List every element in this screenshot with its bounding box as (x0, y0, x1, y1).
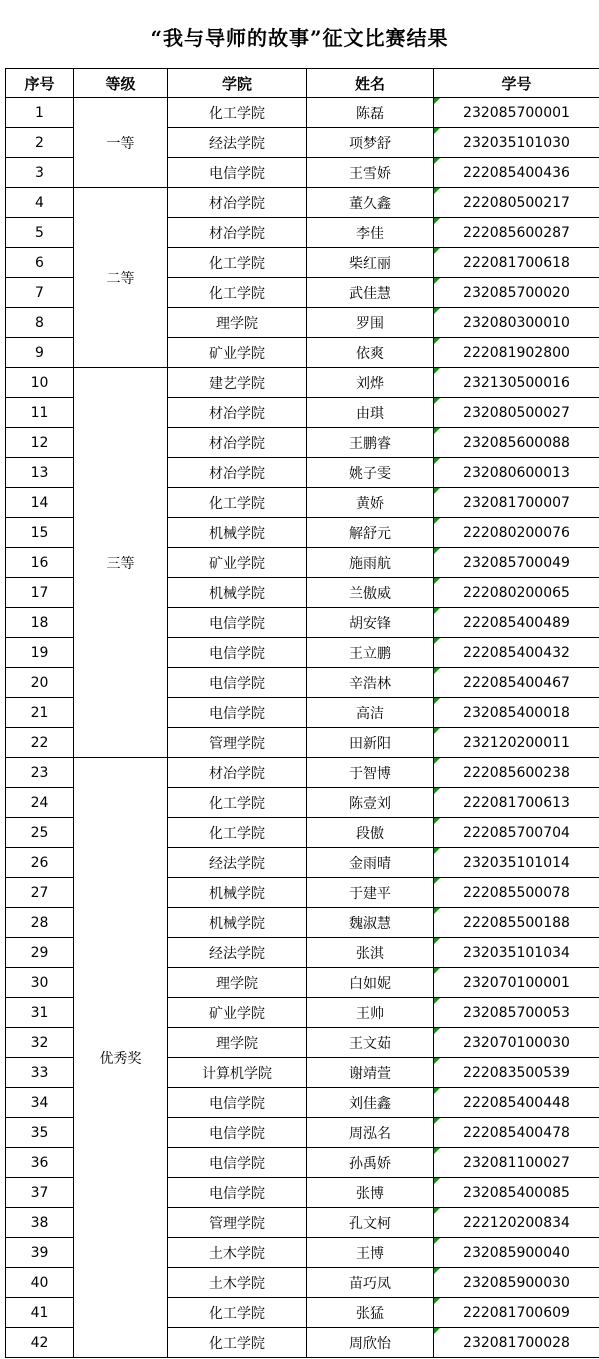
college-cell: 机械学院 (168, 878, 307, 908)
row-index: 13 (6, 458, 74, 488)
student-id: 232130500016 (434, 368, 599, 398)
student-id: 222085500078 (434, 878, 599, 908)
row-index: 35 (6, 1118, 74, 1148)
student-id: 222085400489 (434, 608, 599, 638)
college-cell: 土木学院 (168, 1268, 307, 1298)
student-id: 232035101014 (434, 848, 599, 878)
student-name: 谢靖萱 (307, 1058, 434, 1088)
college-cell: 材冶学院 (168, 458, 307, 488)
college-cell: 电信学院 (168, 1088, 307, 1118)
table-header (6, 69, 599, 98)
college-cell: 材冶学院 (168, 188, 307, 218)
award-level: 一等 (74, 98, 168, 188)
page-title: “我与导师的故事”征文比赛结果 (150, 26, 449, 50)
student-id: 232081700007 (434, 488, 599, 518)
student-id: 232085400018 (434, 698, 599, 728)
student-id: 222085400436 (434, 158, 599, 188)
student-id: 222081700609 (434, 1298, 599, 1328)
student-id: 222080500217 (434, 188, 599, 218)
row-index: 22 (6, 728, 74, 758)
row-index: 29 (6, 938, 74, 968)
student-name: 王文茹 (307, 1028, 434, 1058)
college-cell: 电信学院 (168, 698, 307, 728)
award-level: 优秀奖 (74, 758, 168, 1358)
college-cell: 机械学院 (168, 518, 307, 548)
header-row (6, 69, 599, 98)
student-name: 董久鑫 (307, 188, 434, 218)
college-cell: 管理学院 (168, 1208, 307, 1238)
results-table (5, 68, 599, 1358)
row-index: 31 (6, 998, 74, 1028)
row-index: 42 (6, 1328, 74, 1358)
college-cell: 经法学院 (168, 848, 307, 878)
student-name: 柴红丽 (307, 248, 434, 278)
student-name: 罗围 (307, 308, 434, 338)
row-index: 34 (6, 1088, 74, 1118)
student-id: 222085600238 (434, 758, 599, 788)
row-index: 17 (6, 578, 74, 608)
student-id: 222081700618 (434, 248, 599, 278)
row-index: 27 (6, 878, 74, 908)
row-index: 4 (6, 188, 74, 218)
row-index: 11 (6, 398, 74, 428)
college-cell: 理学院 (168, 968, 307, 998)
student-name: 田新阳 (307, 728, 434, 758)
row-index: 39 (6, 1238, 74, 1268)
row-index: 36 (6, 1148, 74, 1178)
student-name: 王帅 (307, 998, 434, 1028)
table-row (6, 368, 599, 398)
student-id: 222120200834 (434, 1208, 599, 1238)
student-name: 苗巧凤 (307, 1268, 434, 1298)
header-index: 序号 (6, 69, 74, 98)
row-index: 32 (6, 1028, 74, 1058)
student-name: 周欣怡 (307, 1328, 434, 1358)
college-cell: 化工学院 (168, 488, 307, 518)
header-name: 姓名 (307, 69, 434, 98)
student-id: 232085900040 (434, 1238, 599, 1268)
student-name: 依爽 (307, 338, 434, 368)
college-cell: 土木学院 (168, 1238, 307, 1268)
row-index: 19 (6, 638, 74, 668)
student-name: 胡安锋 (307, 608, 434, 638)
college-cell: 化工学院 (168, 278, 307, 308)
college-cell: 化工学院 (168, 248, 307, 278)
row-index: 6 (6, 248, 74, 278)
student-id: 232085700001 (434, 98, 599, 128)
college-cell: 化工学院 (168, 98, 307, 128)
college-cell: 化工学院 (168, 818, 307, 848)
college-cell: 化工学院 (168, 1298, 307, 1328)
student-name: 于智博 (307, 758, 434, 788)
row-index: 41 (6, 1298, 74, 1328)
table-row (6, 98, 599, 128)
header-student-id: 学号 (434, 69, 599, 98)
student-id: 232080600013 (434, 458, 599, 488)
student-name: 魏淑慧 (307, 908, 434, 938)
student-name: 王鹏睿 (307, 428, 434, 458)
header-level: 等级 (74, 69, 168, 98)
table-body (6, 98, 599, 1358)
student-name: 周泓名 (307, 1118, 434, 1148)
student-id: 222085600287 (434, 218, 599, 248)
table-row (6, 758, 599, 788)
student-name: 金雨晴 (307, 848, 434, 878)
row-index: 15 (6, 518, 74, 548)
row-index: 7 (6, 278, 74, 308)
college-cell: 矿业学院 (168, 548, 307, 578)
student-id: 232085400085 (434, 1178, 599, 1208)
student-id: 222085400478 (434, 1118, 599, 1148)
student-name: 张博 (307, 1178, 434, 1208)
student-name: 陈磊 (307, 98, 434, 128)
student-id: 232070100030 (434, 1028, 599, 1058)
college-cell: 建艺学院 (168, 368, 307, 398)
college-cell: 电信学院 (168, 1178, 307, 1208)
college-cell: 机械学院 (168, 578, 307, 608)
college-cell: 理学院 (168, 308, 307, 338)
student-id: 232080500027 (434, 398, 599, 428)
award-level: 二等 (74, 188, 168, 368)
college-cell: 材冶学院 (168, 758, 307, 788)
row-index: 40 (6, 1268, 74, 1298)
student-name: 兰傲威 (307, 578, 434, 608)
row-index: 28 (6, 908, 74, 938)
student-name: 由琪 (307, 398, 434, 428)
college-cell: 电信学院 (168, 158, 307, 188)
college-cell: 化工学院 (168, 1328, 307, 1358)
student-id: 232035101030 (434, 128, 599, 158)
college-cell: 材冶学院 (168, 218, 307, 248)
student-id: 222085700704 (434, 818, 599, 848)
student-id: 232085700049 (434, 548, 599, 578)
row-index: 5 (6, 218, 74, 248)
student-name: 王雪娇 (307, 158, 434, 188)
row-index: 30 (6, 968, 74, 998)
student-id: 222085500188 (434, 908, 599, 938)
student-name: 陈壹刘 (307, 788, 434, 818)
student-name: 于建平 (307, 878, 434, 908)
student-id: 222080200065 (434, 578, 599, 608)
student-id: 222080200076 (434, 518, 599, 548)
student-name: 辛浩林 (307, 668, 434, 698)
student-id: 232081100027 (434, 1148, 599, 1178)
student-id: 232085600088 (434, 428, 599, 458)
row-index: 1 (6, 98, 74, 128)
college-cell: 电信学院 (168, 638, 307, 668)
student-name: 孙禹娇 (307, 1148, 434, 1178)
student-name: 张猛 (307, 1298, 434, 1328)
student-id: 222083500539 (434, 1058, 599, 1088)
student-id: 232080300010 (434, 308, 599, 338)
student-id: 222085400467 (434, 668, 599, 698)
row-index: 18 (6, 608, 74, 638)
college-cell: 经法学院 (168, 938, 307, 968)
college-cell: 电信学院 (168, 668, 307, 698)
college-cell: 材冶学院 (168, 398, 307, 428)
row-index: 24 (6, 788, 74, 818)
row-index: 20 (6, 668, 74, 698)
student-id: 232120200011 (434, 728, 599, 758)
student-id: 222085400432 (434, 638, 599, 668)
student-name: 黄娇 (307, 488, 434, 518)
student-name: 高洁 (307, 698, 434, 728)
student-name: 孔文柯 (307, 1208, 434, 1238)
row-index: 37 (6, 1178, 74, 1208)
student-name: 李佳 (307, 218, 434, 248)
student-id: 232085700053 (434, 998, 599, 1028)
row-index: 25 (6, 818, 74, 848)
student-name: 姚子雯 (307, 458, 434, 488)
student-name: 项梦舒 (307, 128, 434, 158)
college-cell: 电信学院 (168, 1148, 307, 1178)
college-cell: 矿业学院 (168, 998, 307, 1028)
college-cell: 经法学院 (168, 128, 307, 158)
student-id: 232035101034 (434, 938, 599, 968)
college-cell: 化工学院 (168, 788, 307, 818)
student-name: 刘佳鑫 (307, 1088, 434, 1118)
row-index: 14 (6, 488, 74, 518)
student-id: 222081700613 (434, 788, 599, 818)
student-id: 232085900030 (434, 1268, 599, 1298)
row-index: 10 (6, 368, 74, 398)
row-index: 33 (6, 1058, 74, 1088)
student-name: 王立鹏 (307, 638, 434, 668)
row-index: 3 (6, 158, 74, 188)
row-index: 38 (6, 1208, 74, 1238)
student-name: 刘烨 (307, 368, 434, 398)
college-cell: 机械学院 (168, 908, 307, 938)
student-name: 施雨航 (307, 548, 434, 578)
student-id: 232085700020 (434, 278, 599, 308)
student-name: 白如妮 (307, 968, 434, 998)
college-cell: 理学院 (168, 1028, 307, 1058)
college-cell: 电信学院 (168, 1118, 307, 1148)
student-id: 222081902800 (434, 338, 599, 368)
college-cell: 电信学院 (168, 608, 307, 638)
row-index: 8 (6, 308, 74, 338)
row-index: 16 (6, 548, 74, 578)
table-row (6, 188, 599, 218)
student-name: 武佳慧 (307, 278, 434, 308)
student-id: 222085400448 (434, 1088, 599, 1118)
college-cell: 管理学院 (168, 728, 307, 758)
row-index: 26 (6, 848, 74, 878)
student-name: 段傲 (307, 818, 434, 848)
row-index: 2 (6, 128, 74, 158)
student-name: 王博 (307, 1238, 434, 1268)
college-cell: 材冶学院 (168, 428, 307, 458)
college-cell: 矿业学院 (168, 338, 307, 368)
student-id: 232070100001 (434, 968, 599, 998)
award-level: 三等 (74, 368, 168, 758)
row-index: 23 (6, 758, 74, 788)
student-name: 张淇 (307, 938, 434, 968)
college-cell: 计算机学院 (168, 1058, 307, 1088)
row-index: 9 (6, 338, 74, 368)
student-name: 解舒元 (307, 518, 434, 548)
row-index: 12 (6, 428, 74, 458)
header-college: 学院 (168, 69, 307, 98)
row-index: 21 (6, 698, 74, 728)
student-id: 232081700028 (434, 1328, 599, 1358)
